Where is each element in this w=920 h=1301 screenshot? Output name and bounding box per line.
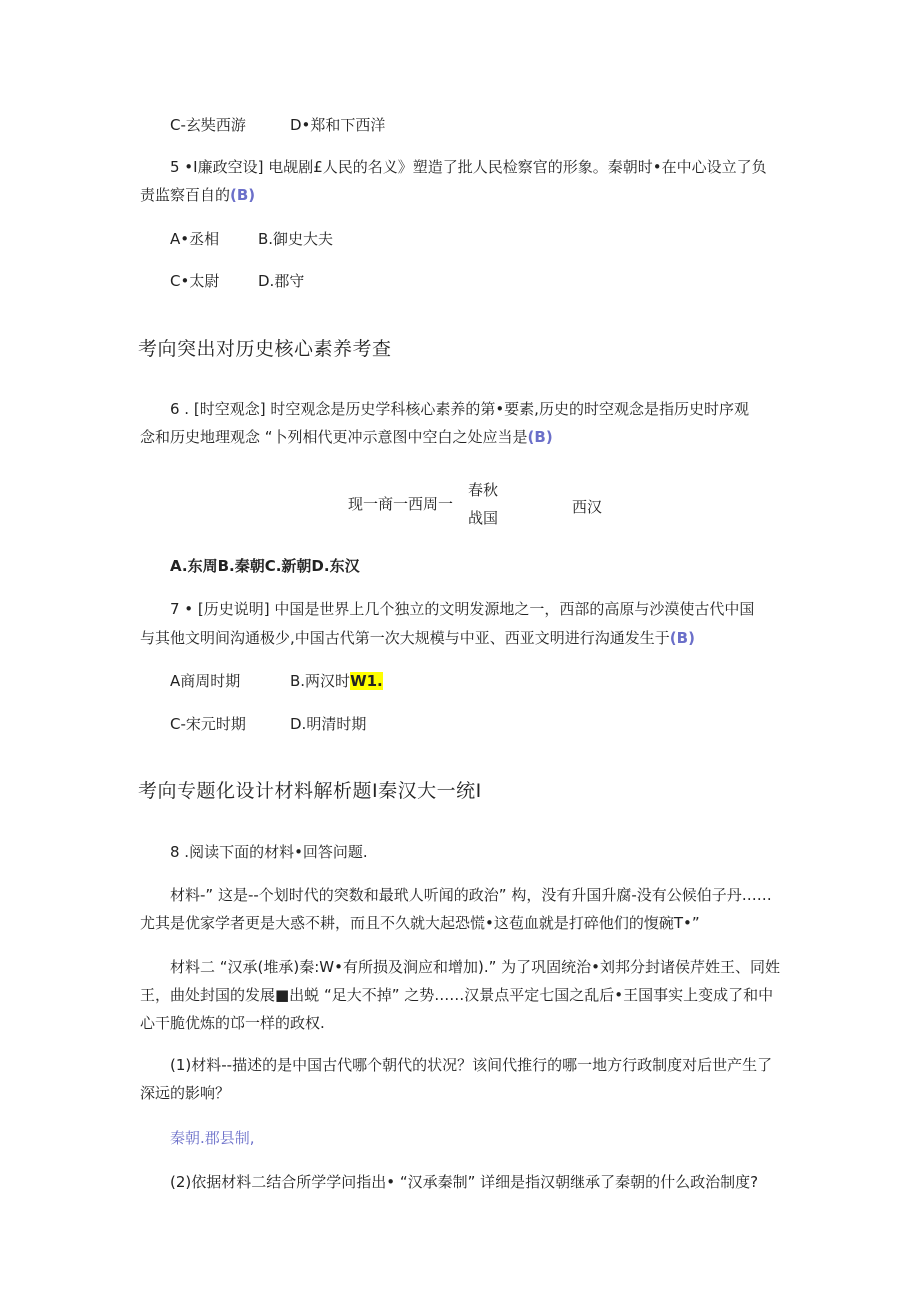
q7-stem-line1: 7 • [历史说明] 中国是世界上几个独立的文明发源地之一，西部的高原与沙漠使古代中国 — [170, 600, 755, 618]
q6-stem-text: 念和历史地理观念 “卜列相代更冲示意图中空白之处应当是 — [140, 428, 528, 446]
q7-stem-text: 与其他文明间沟通极少,中国古代第一次大规模与中亚、西亚文明进行沟通发生于 — [140, 629, 670, 647]
q6-diagram-sequence: 现一商一西周一 — [348, 495, 454, 513]
q6-stem-line2 — [140, 426, 553, 448]
q7-option-d: D.明清时期 — [290, 715, 367, 733]
q8-sub1-answer: 秦朝.郡县制, — [170, 1129, 255, 1147]
q5-option-b: B.御史大夫 — [258, 230, 334, 248]
q8-material1-line2: 尤其是优家学者更是大惑不耕，而且不久就大起恐慌•这苞血就是打碎他们的愎碗T•” — [140, 914, 700, 932]
q7-answer: (B) — [669, 629, 695, 647]
section-heading-material-analysis: 考向专题化设计材料解析题I秦汉大一统I — [138, 780, 482, 802]
q7-option-c: C-宋元时期 — [170, 715, 246, 733]
q4-option-d: D•郑和下西洋 — [290, 116, 386, 134]
q5-answer: (B) — [230, 186, 256, 204]
q7-stem-line2 — [140, 627, 695, 649]
q6-stem-line1: 6 . [时空观念] 时空观念是历史学科核心素养的第•要素,历史的时空观念是指历史时序观 — [170, 400, 749, 418]
q8-material2-line1: 材料二 “汉承(堆承)秦:W•有所损及涧应和增加).” 为了巩固统治•刘邦分封诸侯芹姓王、同姓 — [170, 958, 780, 976]
q5-option-c: C•太尉 — [170, 272, 220, 290]
q4-option-c: C-玄奘西游 — [170, 116, 246, 134]
q8-material1-line1: 材料-” 这是--个划时代的突数和最玳人听闻的政治” 构，没有升国升腐-没有公候伯子丹…… — [170, 886, 772, 904]
q7-option-b-highlight: W1. — [350, 672, 383, 690]
q5-stem-line2 — [140, 184, 255, 206]
q8-material2-line2: 王，曲处封国的发展■出蜕 “足大不掉” 之势……汉景点平定七国之乱后•王国事实上变成了和中 — [140, 986, 774, 1004]
q6-diagram-chunqiu: 春秋 — [468, 481, 499, 499]
q5-option-a: A•丞相 — [170, 230, 220, 248]
q8-sub1-line1: (1)材料--描述的是中国古代哪个朝代的状况？该间代推行的哪一地方行政制度对后世产生了 — [170, 1056, 773, 1074]
section-heading-core-literacy: 考向突出对历史核心素养考查 — [138, 338, 392, 360]
q8-material2-line3: 心干脆优炼的邙一样的政权. — [140, 1014, 325, 1032]
q8-head: 8 .阅读下面的材料•回答问题. — [170, 843, 368, 861]
q6-diagram-xihan: 西汉 — [572, 498, 603, 516]
q5-option-d: D.郡守 — [258, 272, 305, 290]
q6-diagram-zhanguo: 战国 — [468, 509, 499, 527]
q6-answer: (B) — [527, 428, 553, 446]
q7-option-b-text: B.两汉时 — [290, 672, 351, 690]
q8-sub2-line1: (2)依据材料二结合所学学问指出• “汉承秦制” 详细是指汉朝继承了秦朝的什么政治制度? — [170, 1173, 759, 1191]
q7-option-a: A商周时期 — [170, 672, 241, 690]
q5-stem-line1: 5 •I廉政空设] 电觇剧£人民的名义》塑造了批人民检察官的形象。秦朝时•在中心设立了负 — [170, 158, 767, 176]
q6-options: A.东周B.秦朝C.新朝D.东汉 — [170, 557, 360, 575]
q5-stem-text: 责监察百自的 — [140, 186, 231, 204]
q8-sub1-line2: 深远的影响？ — [140, 1084, 231, 1102]
q7-option-b — [290, 670, 383, 692]
